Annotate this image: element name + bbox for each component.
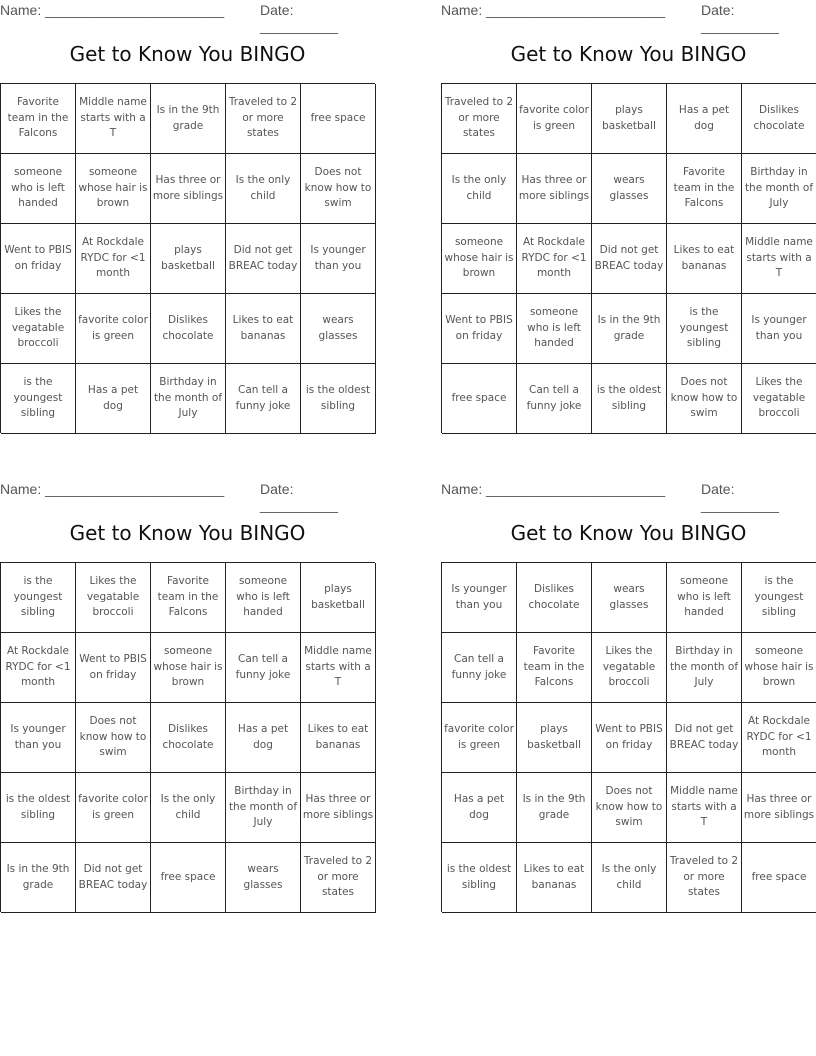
bingo-cell[interactable]: Favorite team in the Falcons [517, 633, 592, 703]
bingo-cell[interactable]: Is in the 9th grade [592, 294, 667, 364]
bingo-cell[interactable]: plays basketball [151, 224, 226, 294]
card-title: Get to Know You BINGO [69, 521, 306, 545]
card-header [441, 479, 816, 513]
bingo-cell[interactable]: Birthday in the month of July [226, 773, 301, 843]
bingo-cell[interactable]: is the youngest sibling [1, 563, 76, 633]
bingo-cell[interactable]: Dislikes chocolate [151, 294, 226, 364]
bingo-card [441, 0, 816, 440]
bingo-cell[interactable]: Has a pet dog [442, 773, 517, 843]
bingo-cell[interactable]: Likes the vegatable broccoli [742, 364, 816, 434]
bingo-cell[interactable]: Dislikes chocolate [742, 84, 816, 154]
bingo-cell[interactable]: someone whose hair is brown [442, 224, 517, 294]
bingo-cell[interactable]: Did not get BREAC today [226, 224, 301, 294]
bingo-cell[interactable]: someone whose hair is brown [151, 633, 226, 703]
bingo-cell[interactable]: plays basketball [517, 703, 592, 773]
bingo-cell[interactable]: Does not know how to swim [667, 364, 742, 434]
bingo-cell[interactable]: someone whose hair is brown [742, 633, 816, 703]
bingo-cell[interactable]: wears glasses [592, 563, 667, 633]
bingo-cell[interactable]: Likes to eat bananas [226, 294, 301, 364]
bingo-cell[interactable]: wears glasses [592, 154, 667, 224]
bingo-cell[interactable]: Does not know how to swim [301, 154, 376, 224]
bingo-cell[interactable]: Likes the vegatable broccoli [592, 633, 667, 703]
name-field[interactable]: Name: _______________________ [441, 481, 666, 497]
bingo-cell[interactable]: Went to PBIS on friday [76, 633, 151, 703]
bingo-cell[interactable]: someone who is left handed [226, 563, 301, 633]
bingo-cell[interactable]: favorite color is green [76, 294, 151, 364]
bingo-cell[interactable]: Went to PBIS on friday [1, 224, 76, 294]
bingo-cell[interactable]: At Rockdale RYDC for <1 month [517, 224, 592, 294]
bingo-cell[interactable]: Can tell a funny joke [442, 633, 517, 703]
bingo-cell[interactable]: Middle name starts with a T [76, 84, 151, 154]
bingo-cell[interactable]: Is the only child [151, 773, 226, 843]
date-field[interactable]: Date: __________ [701, 481, 779, 513]
bingo-cell[interactable]: someone who is left handed [517, 294, 592, 364]
bingo-cell[interactable]: Likes to eat bananas [667, 224, 742, 294]
bingo-cell[interactable]: favorite color is green [76, 773, 151, 843]
bingo-cell[interactable]: favorite color is green [517, 84, 592, 154]
card-header [0, 479, 375, 513]
bingo-cell[interactable]: Has a pet dog [76, 364, 151, 434]
bingo-cell[interactable]: free space [151, 843, 226, 913]
bingo-cell[interactable]: Is in the 9th grade [517, 773, 592, 843]
bingo-cell[interactable]: Is the only child [442, 154, 517, 224]
bingo-card [0, 479, 375, 919]
bingo-cell[interactable]: Is in the 9th grade [151, 84, 226, 154]
bingo-grid [441, 562, 816, 912]
bingo-grid [0, 83, 375, 433]
bingo-cell[interactable]: Went to PBIS on friday [442, 294, 517, 364]
card-title: Get to Know You BINGO [510, 521, 747, 545]
bingo-cell[interactable]: Did not get BREAC today [667, 703, 742, 773]
bingo-grid [0, 562, 375, 912]
bingo-cell[interactable]: Dislikes chocolate [517, 563, 592, 633]
card-header [0, 0, 375, 34]
bingo-cell[interactable]: Does not know how to swim [76, 703, 151, 773]
bingo-cell[interactable]: Does not know how to swim [592, 773, 667, 843]
date-field[interactable]: Date: __________ [701, 2, 779, 34]
bingo-cell[interactable]: Has a pet dog [667, 84, 742, 154]
bingo-cell[interactable]: Has three or more siblings [301, 773, 376, 843]
card-title: Get to Know You BINGO [69, 42, 306, 66]
bingo-cell[interactable]: Likes the vegatable broccoli [76, 563, 151, 633]
bingo-cell[interactable]: Favorite team in the Falcons [667, 154, 742, 224]
bingo-cell[interactable]: is the oldest sibling [442, 843, 517, 913]
bingo-cell[interactable]: Birthday in the month of July [667, 633, 742, 703]
bingo-cell[interactable]: free space [301, 84, 376, 154]
bingo-card [441, 479, 816, 919]
bingo-cell[interactable]: is the oldest sibling [1, 773, 76, 843]
date-field[interactable]: Date: __________ [260, 481, 338, 513]
bingo-cell[interactable]: is the youngest sibling [1, 364, 76, 434]
card-header [441, 0, 816, 34]
bingo-grid [441, 83, 816, 433]
bingo-cell[interactable]: Went to PBIS on friday [592, 703, 667, 773]
bingo-cell[interactable]: someone whose hair is brown [76, 154, 151, 224]
bingo-cell[interactable]: Traveled to 2 or more states [667, 843, 742, 913]
bingo-cell[interactable]: At Rockdale RYDC for <1 month [742, 703, 816, 773]
bingo-cell[interactable]: someone who is left handed [1, 154, 76, 224]
bingo-cell[interactable]: plays basketball [301, 563, 376, 633]
bingo-cell[interactable]: wears glasses [301, 294, 376, 364]
bingo-cell[interactable]: Traveled to 2 or more states [226, 84, 301, 154]
bingo-cell[interactable]: Is younger than you [742, 294, 816, 364]
bingo-cell[interactable]: Is younger than you [1, 703, 76, 773]
bingo-cell[interactable]: Traveled to 2 or more states [301, 843, 376, 913]
bingo-cell[interactable]: Favorite team in the Falcons [1, 84, 76, 154]
bingo-cell[interactable]: Favorite team in the Falcons [151, 563, 226, 633]
bingo-cell[interactable]: Has three or more siblings [742, 773, 816, 843]
bingo-cell[interactable]: favorite color is green [442, 703, 517, 773]
bingo-cell[interactable]: Likes to eat bananas [301, 703, 376, 773]
bingo-cell[interactable]: Traveled to 2 or more states [442, 84, 517, 154]
bingo-cell[interactable]: Did not get BREAC today [76, 843, 151, 913]
bingo-cell[interactable]: free space [742, 843, 816, 913]
bingo-cell[interactable]: Can tell a funny joke [226, 633, 301, 703]
bingo-cell[interactable]: Can tell a funny joke [226, 364, 301, 434]
bingo-cell[interactable]: At Rockdale RYDC for <1 month [76, 224, 151, 294]
bingo-cell[interactable]: Is the only child [226, 154, 301, 224]
bingo-cell[interactable]: Can tell a funny joke [517, 364, 592, 434]
bingo-cell[interactable]: Is younger than you [301, 224, 376, 294]
bingo-cell[interactable]: is the youngest sibling [667, 294, 742, 364]
bingo-cell[interactable]: Middle name starts with a T [301, 633, 376, 703]
date-field[interactable]: Date: __________ [260, 2, 338, 34]
bingo-cell[interactable]: Has three or more siblings [151, 154, 226, 224]
bingo-cell[interactable]: Middle name starts with a T [742, 224, 816, 294]
bingo-cell[interactable]: Likes the vegatable broccoli [1, 294, 76, 364]
bingo-card [0, 0, 375, 440]
bingo-cell[interactable]: plays basketball [592, 84, 667, 154]
bingo-cell[interactable]: is the youngest sibling [742, 563, 816, 633]
bingo-cell[interactable]: wears glasses [226, 843, 301, 913]
bingo-cell[interactable]: Likes to eat bananas [517, 843, 592, 913]
card-title: Get to Know You BINGO [510, 42, 747, 66]
bingo-cell[interactable]: Is younger than you [442, 563, 517, 633]
bingo-cell[interactable]: Birthday in the month of July [742, 154, 816, 224]
name-field[interactable]: Name: _______________________ [441, 2, 666, 18]
bingo-cell[interactable]: is the oldest sibling [301, 364, 376, 434]
bingo-cell[interactable]: Birthday in the month of July [151, 364, 226, 434]
name-field[interactable]: Name: _______________________ [0, 2, 225, 18]
bingo-cell[interactable]: Has three or more siblings [517, 154, 592, 224]
bingo-cell[interactable]: Dislikes chocolate [151, 703, 226, 773]
bingo-cell[interactable]: Has a pet dog [226, 703, 301, 773]
bingo-cell[interactable]: free space [442, 364, 517, 434]
bingo-cell[interactable]: Did not get BREAC today [592, 224, 667, 294]
name-field[interactable]: Name: _______________________ [0, 481, 225, 497]
bingo-cell[interactable]: Is the only child [592, 843, 667, 913]
bingo-cell[interactable]: Is in the 9th grade [1, 843, 76, 913]
bingo-cell[interactable]: Middle name starts with a T [667, 773, 742, 843]
bingo-cell[interactable]: At Rockdale RYDC for <1 month [1, 633, 76, 703]
bingo-cell[interactable]: someone who is left handed [667, 563, 742, 633]
bingo-cell[interactable]: is the oldest sibling [592, 364, 667, 434]
